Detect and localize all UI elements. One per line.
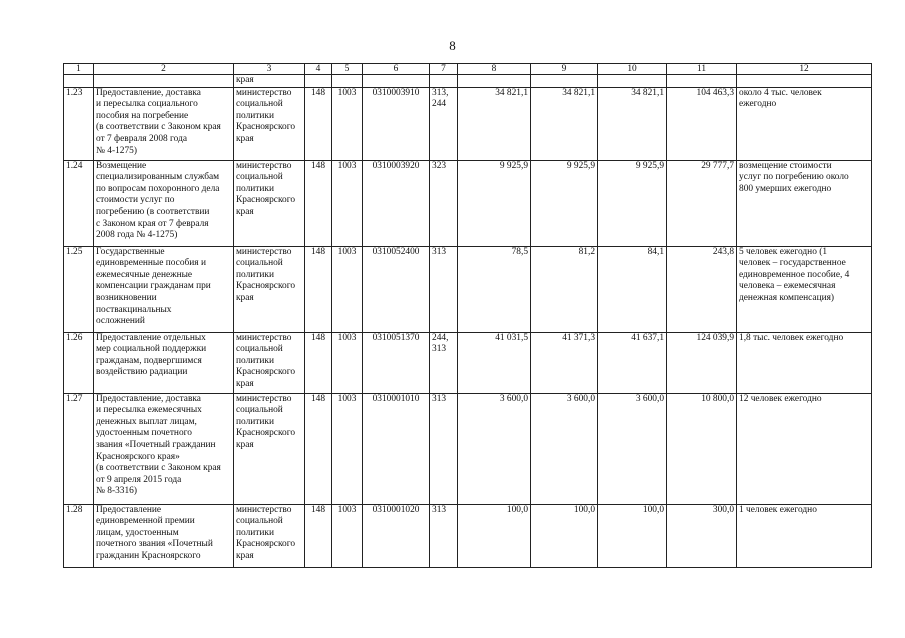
- amount-cell: 104 463,3: [667, 87, 737, 160]
- result-cell: 1,8 тыс. человек ежегодно: [737, 332, 872, 393]
- amount-cell: 9 925,9: [531, 160, 598, 246]
- code-cell: 0310052400: [363, 246, 430, 332]
- amount-cell: 3 600,0: [531, 393, 598, 504]
- code-cell: 0310001010: [363, 393, 430, 504]
- row-number: 1.25: [64, 246, 94, 332]
- agency-cell: министерство социальной политики Красноярского края: [234, 393, 305, 504]
- amount-cell: 3 600,0: [458, 393, 531, 504]
- budget-table: [63, 63, 872, 568]
- column-number-row: [64, 64, 872, 75]
- result-cell: 5 человек ежегодно (1 человек – государственное единовременное пособие, 4 человека – ежемесячная денежная компенсация): [737, 246, 872, 332]
- table-row: [64, 504, 872, 567]
- agency-cell: министерство социальной политики Красноярского края: [234, 246, 305, 332]
- column-header: 6: [363, 64, 430, 75]
- amount-cell: 243,8: [667, 246, 737, 332]
- amount-cell: 100,0: [598, 504, 667, 567]
- agency-cell: министерство социальной политики Красноярского края: [234, 87, 305, 160]
- code-cell: 313: [430, 246, 458, 332]
- table-row: [64, 87, 872, 160]
- code-cell: 0310003910: [363, 87, 430, 160]
- amount-cell: 81,2: [531, 246, 598, 332]
- amount-cell: 300,0: [667, 504, 737, 567]
- agency-cell: министерство социальной политики Красноярского края: [234, 332, 305, 393]
- continuation-row: [64, 75, 872, 88]
- row-number: 1.24: [64, 160, 94, 246]
- column-header: 2: [94, 64, 234, 75]
- amount-cell: 41 031,5: [458, 332, 531, 393]
- measure-name: Возмещение специализированным службам по вопросам похоронного дела стоимости услуг по погребению (в соответствии с Законом края от 7 февраля 2008 года № 4-1275): [94, 160, 234, 246]
- page-number: 8: [449, 38, 456, 53]
- code-cell: 313, 244: [430, 87, 458, 160]
- amount-cell: 34 821,1: [458, 87, 531, 160]
- amount-cell: 100,0: [531, 504, 598, 567]
- result-cell: около 4 тыс. человек ежегодно: [737, 87, 872, 160]
- column-header: 12: [737, 64, 872, 75]
- measure-name: Предоставление отдельных мер социальной поддержки гражданам, подвергшимся воздействию радиации: [94, 332, 234, 393]
- code-cell: 1003: [332, 332, 363, 393]
- code-cell: 1003: [332, 87, 363, 160]
- column-header: 11: [667, 64, 737, 75]
- amount-cell: 41 637,1: [598, 332, 667, 393]
- measure-name: Предоставление единовременной премии лицам, удостоенным почетного звания «Почетный гражданин Красноярского: [94, 504, 234, 567]
- code-cell: 0310051370: [363, 332, 430, 393]
- result-cell: 1 человек ежегодно: [737, 504, 872, 567]
- column-header: 4: [305, 64, 332, 75]
- column-header: 8: [458, 64, 531, 75]
- amount-cell: 41 371,3: [531, 332, 598, 393]
- amount-cell: 34 821,1: [598, 87, 667, 160]
- column-header: 1: [64, 64, 94, 75]
- amount-cell: 124 039,9: [667, 332, 737, 393]
- amount-cell: 100,0: [458, 504, 531, 567]
- code-cell: 313: [430, 393, 458, 504]
- code-cell: 313: [430, 504, 458, 567]
- table-row: [64, 332, 872, 393]
- agency-cell: министерство социальной политики Красноярского края: [234, 504, 305, 567]
- table-row: [64, 160, 872, 246]
- measure-name: Предоставление, доставка и пересылка ежемесячных денежных выплат лицам, удостоенным почетного звания «Почетный гражданин Красноярского края» (в соответствии с Законом края от 9 апреля 2015 года № 8-3316): [94, 393, 234, 504]
- code-cell: 244, 313: [430, 332, 458, 393]
- amount-cell: 29 777,7: [667, 160, 737, 246]
- column-header: 7: [430, 64, 458, 75]
- amount-cell: 10 800,0: [667, 393, 737, 504]
- row-number: 1.27: [64, 393, 94, 504]
- column-header: 5: [332, 64, 363, 75]
- table-row: [64, 246, 872, 332]
- agency-cell: министерство социальной политики Красноярского края: [234, 160, 305, 246]
- code-cell: 1003: [332, 246, 363, 332]
- code-cell: 148: [305, 504, 332, 567]
- amount-cell: 9 925,9: [458, 160, 531, 246]
- result-cell: возмещение стоимости услуг по погребению около 800 умерших ежегодно: [737, 160, 872, 246]
- code-cell: 1003: [332, 393, 363, 504]
- amount-cell: 78,5: [458, 246, 531, 332]
- code-cell: 0310003920: [363, 160, 430, 246]
- agency-cell: края: [234, 75, 305, 88]
- amount-cell: 34 821,1: [531, 87, 598, 160]
- code-cell: 148: [305, 87, 332, 160]
- amount-cell: 3 600,0: [598, 393, 667, 504]
- code-cell: 323: [430, 160, 458, 246]
- measure-name: Государственные единовременные пособия и ежемесячные денежные компенсации гражданам при возникновении поствакцинальных осложнений: [94, 246, 234, 332]
- column-header: 9: [531, 64, 598, 75]
- code-cell: 148: [305, 246, 332, 332]
- column-header: 10: [598, 64, 667, 75]
- code-cell: 148: [305, 160, 332, 246]
- code-cell: 1003: [332, 504, 363, 567]
- row-number: 1.26: [64, 332, 94, 393]
- amount-cell: 84,1: [598, 246, 667, 332]
- code-cell: 148: [305, 393, 332, 504]
- code-cell: 148: [305, 332, 332, 393]
- code-cell: 1003: [332, 160, 363, 246]
- result-cell: 12 человек ежегодно: [737, 393, 872, 504]
- measure-name: Предоставление, доставка и пересылка социального пособия на погребение (в соответствии с Законом края от 7 февраля 2008 года № 4-1275): [94, 87, 234, 160]
- row-number: 1.28: [64, 504, 94, 567]
- table-row: [64, 393, 872, 504]
- code-cell: 0310001020: [363, 504, 430, 567]
- column-header: 3: [234, 64, 305, 75]
- amount-cell: 9 925,9: [598, 160, 667, 246]
- row-number: 1.23: [64, 87, 94, 160]
